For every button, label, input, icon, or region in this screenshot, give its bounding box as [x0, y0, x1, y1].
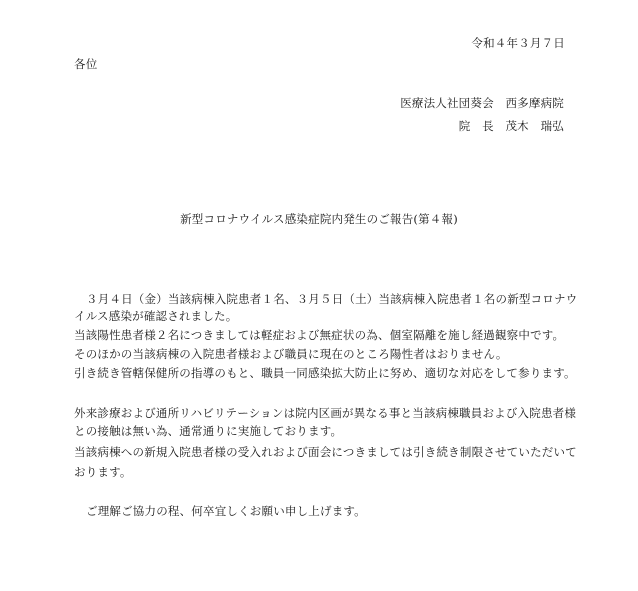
organization-name: 医療法人社団葵会 西多摩病院	[400, 96, 564, 110]
paragraph-5-line-2: との接触は無い為、通常通りに実施しております。	[74, 424, 343, 438]
paragraph-3: そのほかの当該病棟の入院患者様および職員に現在のところ陽性者はおりません。	[74, 347, 508, 361]
paragraph-1-line-1: ３月４日（金）当該病棟入院患者１名、３月５日（土）当該病棟入院患者１名の新型コロナウ	[86, 292, 578, 306]
signer-name: 院 長 茂木 瑞弘	[458, 119, 564, 133]
paragraph-5-line-1: 外来診療および通所リハビリテーションは院内区画が異なる事と当該病棟職員および入院患者様	[74, 406, 577, 420]
paragraph-6-line-1: 当該病棟への新規入院患者様の受入れおよび面会につきましては引き続き制限させていただいて	[74, 445, 577, 459]
addressee: 各位	[74, 57, 98, 71]
paragraph-4: 引き続き管轄保健所の指導のもと、職員一同感染拡大防止に努め、適切な対応をして参ります。	[74, 366, 576, 380]
paragraph-1-line-2: イルス感染が確認されました。	[74, 309, 238, 323]
paragraph-6-line-2: おります。	[74, 465, 132, 479]
closing-paragraph: ご理解ご協力の程、何卒宜しくお願い申し上げます。	[86, 504, 366, 518]
document-title: 新型コロナウイルス感染症院内発生のご報告(第４報)	[180, 212, 458, 226]
document-date: 令和４年３月７日	[471, 36, 565, 50]
paragraph-2: 当該陽性患者様２名につきましては軽症および無症状の為、個室隔離を施し経過観察中です。	[74, 328, 565, 342]
